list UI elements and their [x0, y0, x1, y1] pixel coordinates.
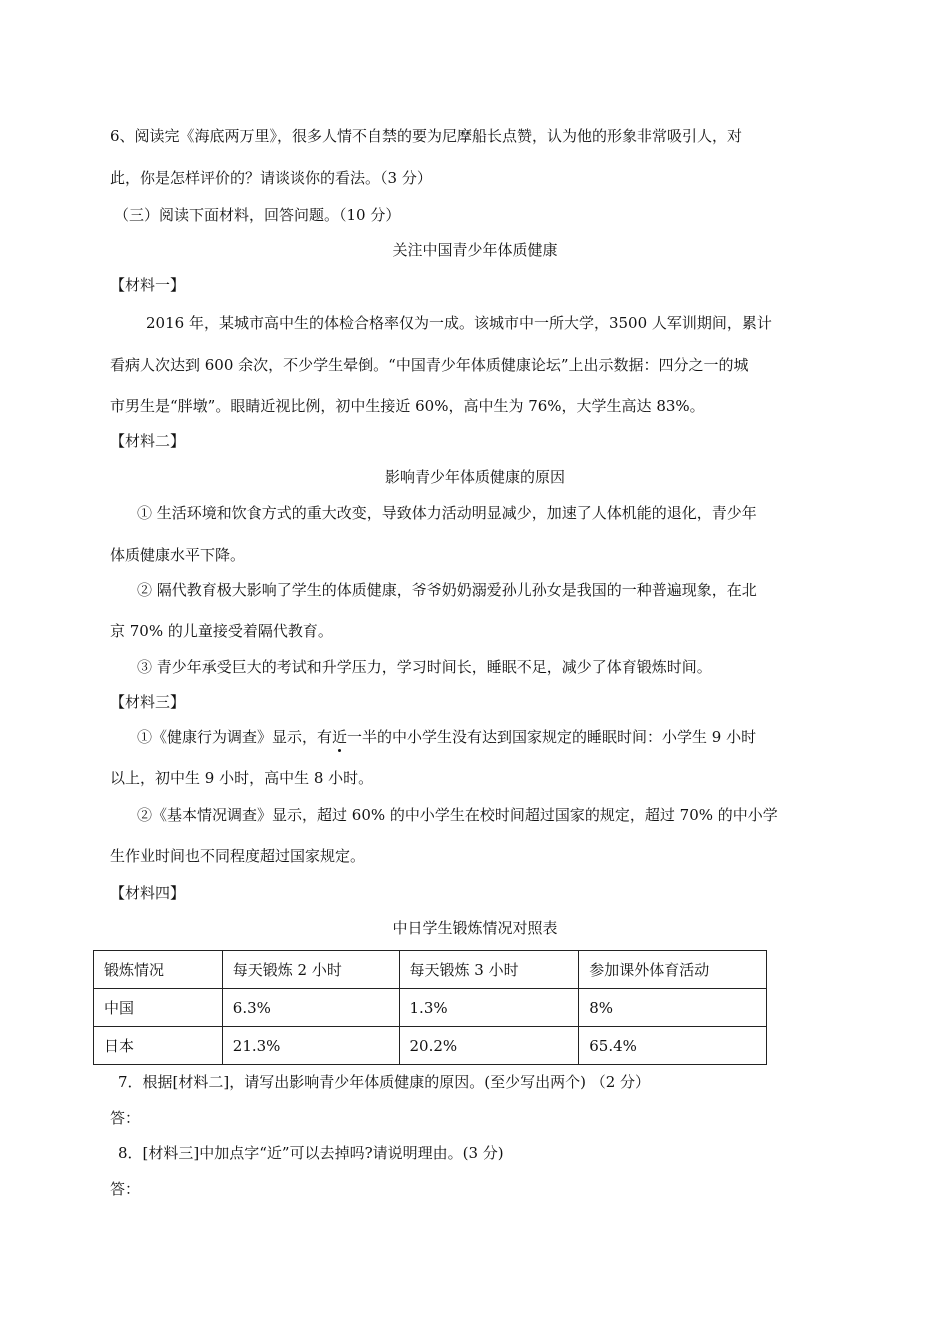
material2-title: 影响青少年体质健康的原因 — [384, 468, 565, 486]
table-cell: 8% — [579, 989, 767, 1027]
q7-answer-label: 答： — [110, 1109, 141, 1127]
material3-p1-line-1 — [137, 727, 756, 747]
section3-title: 关注中国青少年体质健康 — [392, 241, 558, 259]
table-header-cell: 每天锻炼 2 小时 — [222, 951, 399, 989]
table-cell: 1.3% — [399, 989, 579, 1027]
material1-label: 【材料一】 — [110, 276, 186, 294]
material1-line-2: 看病人次达到 600 余次，不少学生晕倒。“中国青少年体质健康论坛”上出示数据：四分之一的城 — [110, 356, 749, 374]
material3-p1-line-2: 以上，初中生 9 小时，高中生 8 小时。 — [110, 769, 374, 787]
material3-p1-post: 一半的中小学生没有达到国家规定的睡眠时间：小学生 9 小时 — [347, 728, 757, 746]
material3-p1-pre: ①《健康行为调查》显示，有 — [137, 728, 333, 746]
section3-heading: （三）阅读下面材料，回答问题。（10 分） — [114, 206, 401, 224]
q7-question: 7．根据[材料二]，请写出影响青少年体质健康的原因。(至少写出两个) （2 分） — [118, 1073, 651, 1091]
table-cell: 日本 — [94, 1027, 223, 1065]
table-header-cell: 锻炼情况 — [94, 951, 223, 989]
table-cell: 6.3% — [222, 989, 399, 1027]
q8-answer-label: 答： — [110, 1180, 141, 1198]
material4-table-title: 中日学生锻炼情况对照表 — [392, 919, 558, 937]
table-cell: 21.3% — [222, 1027, 399, 1065]
material4-label: 【材料四】 — [110, 884, 186, 902]
material3-p2-line-1: ②《基本情况调查》显示，超过 60% 的中小学生在校时间超过国家的规定，超过 70% 的中小学 — [137, 806, 778, 824]
q6-line-2: 此，你是怎样评价的？请谈谈你的看法。（3 分） — [110, 169, 432, 187]
table-cell: 65.4% — [579, 1027, 767, 1065]
table-cell: 中国 — [94, 989, 223, 1027]
q8-question: 8．[材料三]中加点字“近”可以去掉吗?请说明理由。(3 分) — [118, 1144, 504, 1162]
material1-line-1: 2016 年，某城市高中生的体检合格率仅为一成。该城市中一所大学，3500 人军训期间，累计 — [146, 314, 772, 332]
material3-p2-line-2: 生作业时间也不同程度超过国家规定。 — [110, 847, 366, 865]
material2-p2-line-2: 京 70% 的儿童接受着隔代教育。 — [110, 622, 333, 640]
table-cell: 20.2% — [399, 1027, 579, 1065]
material3-label: 【材料三】 — [110, 693, 186, 711]
material2-label: 【材料二】 — [110, 432, 186, 450]
q6-line-1: 6、阅读完《海底两万里》，很多人情不自禁的要为尼摩船长点赞，认为他的形象非常吸引人，对 — [110, 127, 743, 145]
emphasis-dot-char: 近 — [332, 728, 348, 746]
table-header-cell: 每天锻炼 3 小时 — [399, 951, 579, 989]
material2-p3-line-1: ③ 青少年承受巨大的考试和升学压力，学习时间长，睡眠不足，减少了体育锻炼时间。 — [137, 658, 712, 676]
material2-p1-line-2: 体质健康水平下降。 — [110, 546, 246, 564]
material2-p2-line-1: ② 隔代教育极大影响了学生的体质健康，爷爷奶奶溺爱孙儿孙女是我国的一种普遍现象，在北 — [137, 581, 757, 599]
table-row — [94, 989, 767, 1027]
material2-p1-line-1: ① 生活环境和饮食方式的重大改变，导致体力活动明显减少，加速了人体机能的退化，青少年 — [137, 504, 757, 522]
table-header-row — [94, 951, 767, 989]
table-row — [94, 1027, 767, 1065]
material1-line-3: 市男生是“胖墩”。眼睛近视比例，初中生接近 60%，高中生为 76%，大学生高达 83%。 — [110, 397, 705, 415]
table-header-cell: 参加课外体育活动 — [579, 951, 767, 989]
exercise-comparison-table — [93, 950, 767, 1065]
